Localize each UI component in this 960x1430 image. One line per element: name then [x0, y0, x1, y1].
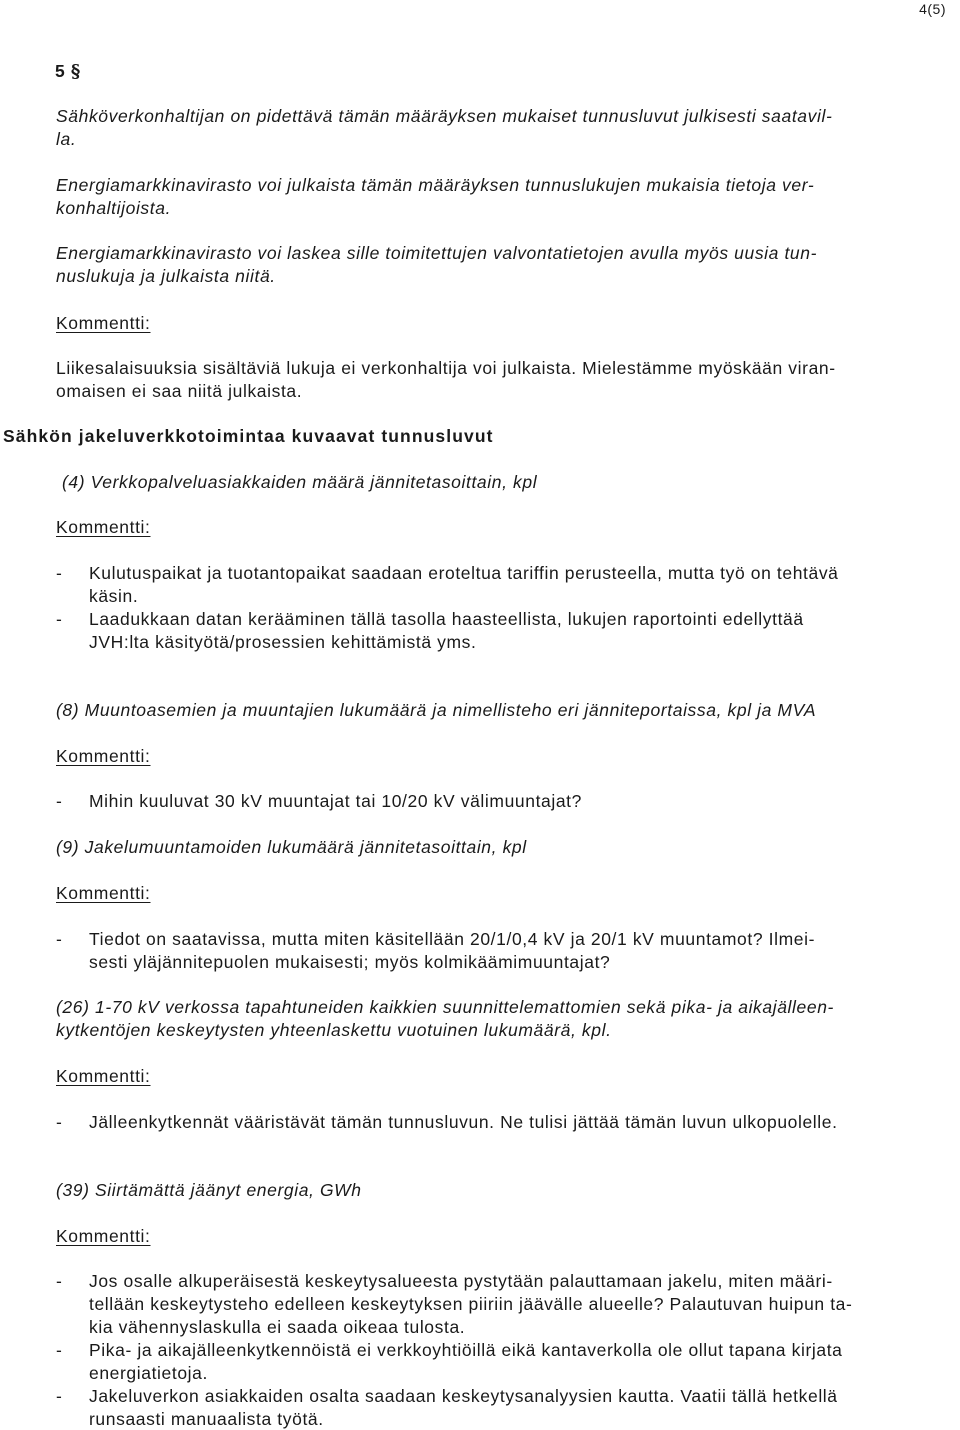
bullet-line: runsaasti manuaalista työtä. — [89, 1409, 324, 1429]
bullet-dash: - — [56, 563, 63, 583]
bullet-line: Jälleenkytkennät vääristävät tämän tunnusluvun. Ne tulisi jättää tämän luvun ulkopuolelle. — [89, 1112, 838, 1132]
paragraph-line: Energiamarkkinavirasto voi julkaista tämän määräyksen tunnuslukujen mukaisia tietoja ver- — [56, 175, 815, 195]
bullet-dash: - — [56, 1340, 63, 1360]
paragraph-line: Sähköverkonhaltijan on pidettävä tämän määräyksen mukaiset tunnusluvut julkisesti saatavil- — [56, 106, 833, 126]
bullet-line: Kulutuspaikat ja tuotantopaikat saadaan eroteltua tariffin perusteella, mutta työ on tehtävä — [89, 563, 839, 583]
bullet-dash: - — [56, 929, 63, 949]
section-title: Sähkön jakeluverkkotoimintaa kuvaavat tunnusluvut — [3, 426, 494, 446]
bullet-line: Pika- ja aikajälleenkytkennöistä ei verkkoyhtiöillä eikä kantaverkolla ole ollut tapana kirjata — [89, 1340, 843, 1360]
comment-line: omaisen ei saa niitä julkaista. — [56, 381, 303, 401]
comment-label: Kommentti: — [56, 1066, 151, 1086]
bullet-dash: - — [56, 1386, 63, 1406]
item-title: (39) Siirtämättä jäänyt energia, GWh — [56, 1180, 362, 1200]
section-number: 5 — [55, 61, 66, 81]
comment-label: Kommentti: — [56, 313, 151, 333]
bullet-line: käsin. — [89, 586, 139, 606]
bullet-line: Jos osalle alkuperäisestä keskeytysalueesta pystytään palauttamaan jakelu, miten määri- — [89, 1271, 833, 1291]
bullet-line: Mihin kuuluvat 30 kV muuntajat tai 10/20 kV välimuuntajat? — [89, 791, 582, 811]
comment-label: Kommentti: — [56, 746, 151, 766]
bullet-line: tellään keskeytysteho edelleen keskeytyksen piiriin jäävälle alueelle? Palautuvan huipun ta- — [89, 1294, 853, 1314]
page-number: 4(5) — [919, 1, 946, 17]
paragraph-line: konhaltijoista. — [56, 198, 172, 218]
section-sign: § — [70, 61, 81, 82]
bullet-line: Laadukkaan datan kerääminen tällä tasolla haasteellista, lukujen raportointi edellyttää — [89, 609, 804, 629]
bullet-dash: - — [56, 1112, 63, 1132]
bullet-line: Jakeluverkon asiakkaiden osalta saadaan keskeytysanalyysien kautta. Vaatii tällä hetkellä — [89, 1386, 838, 1406]
bullet-line: Tiedot on saatavissa, mutta miten käsitellään 20/1/0,4 kV ja 20/1 kV muuntamot? Ilmei- — [89, 929, 816, 949]
comment-line: Liikesalaisuuksia sisältäviä lukuja ei verkonhaltija voi julkaista. Mielestämme myöskään viran- — [56, 358, 836, 378]
section-heading — [55, 61, 81, 82]
paragraph-line: nuslukuja ja julkaista niitä. — [56, 266, 276, 286]
bullet-line: sesti yläjännitepuolen mukaisesti; myös kolmikäämimuuntajat? — [89, 952, 611, 972]
paragraph-line: Energiamarkkinavirasto voi laskea sille toimitettujen valvontatietojen avulla myös uusia tun- — [56, 243, 818, 263]
comment-label: Kommentti: — [56, 1226, 151, 1246]
comment-label: Kommentti: — [56, 883, 151, 903]
item-title: (26) 1-70 kV verkossa tapahtuneiden kaikkien suunnittelemattomien sekä pika- ja aikajälleen- — [56, 997, 834, 1017]
bullet-line: kia vähennyslaskulla ei saada oikeaa tulosta. — [89, 1317, 466, 1337]
comment-label: Kommentti: — [56, 517, 151, 537]
item-title: (8) Muuntoasemien ja muuntajien lukumäärä ja nimellisteho eri jänniteportaissa, kpl ja MVA — [56, 700, 817, 720]
bullet-dash: - — [56, 791, 63, 811]
bullet-dash: - — [56, 609, 63, 629]
bullet-dash: - — [56, 1271, 63, 1291]
item-title: (9) Jakelumuuntamoiden lukumäärä jännitetasoittain, kpl — [56, 837, 527, 857]
item-title: kytkentöjen keskeytysten yhteenlaskettu vuotuinen lukumäärä, kpl. — [56, 1020, 612, 1040]
item-title: (4) Verkkopalveluasiakkaiden määrä jännitetasoittain, kpl — [62, 472, 538, 492]
paragraph-line: la. — [56, 129, 77, 149]
bullet-line: JVH:lta käsityötä/prosessien kehittämistä yms. — [89, 632, 477, 652]
bullet-line: energiatietoja. — [89, 1363, 208, 1383]
